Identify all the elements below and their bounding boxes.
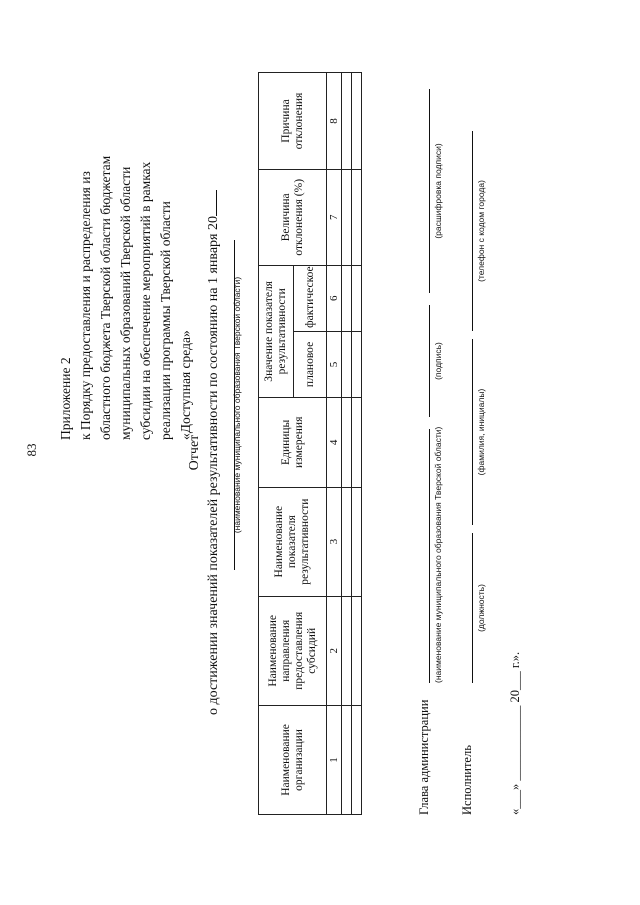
header-direction: Наименование направления предоставления субсидий (259, 596, 327, 705)
table-cell (342, 331, 352, 397)
header-indicator: Наименование показателя результативности (259, 487, 327, 596)
header-deviation: Величина отклонения (%) (259, 169, 327, 265)
table-cell (352, 398, 362, 488)
table-cell (342, 596, 352, 705)
head-signature-caption: (подпись) (433, 342, 443, 380)
annex-block (56, 20, 196, 440)
table-cell (342, 73, 352, 170)
head-decoding-caption: (расшифровка подписи) (433, 143, 443, 239)
executor-phone-caption: (телефон с кодом города) (476, 180, 486, 282)
header-value-group: Значение показателя результативности (259, 265, 294, 397)
table-cell (352, 73, 362, 170)
executor-label: Исполнитель (460, 745, 474, 815)
table-cell (342, 487, 352, 596)
table-cell (352, 169, 362, 265)
header-unit: Единицы измерения (259, 398, 327, 488)
column-number: 3 (327, 487, 342, 596)
column-number: 2 (327, 596, 342, 705)
header-org: Наименование организации (259, 705, 327, 814)
executor-position-caption: (должность) (476, 584, 486, 632)
column-number: 7 (327, 169, 342, 265)
table-row (342, 73, 352, 815)
annex-line: муниципальных образований Тверской области (118, 166, 133, 440)
report-title: Отчет (187, 434, 202, 471)
annex-line: областного бюджета Тверской области бюджетам (98, 155, 113, 440)
head-municipality-line (421, 429, 430, 683)
executor-name-caption: (фамилия, инициалы) (476, 388, 486, 476)
header-actual: фактическое (294, 265, 327, 331)
table-cell (352, 331, 362, 397)
table-cell (342, 169, 352, 265)
annex-line: «Доступная среда» (178, 330, 193, 440)
column-number: 8 (327, 73, 342, 170)
table-cell (352, 705, 362, 814)
header-reason: Причина отклонения (259, 73, 327, 170)
executor-phone-line (464, 131, 473, 331)
column-number: 6 (327, 265, 342, 331)
annex-line: субсидии на обеспечение мероприятий в рамках (138, 161, 153, 440)
column-number: 1 (327, 705, 342, 814)
table-cell (342, 398, 352, 488)
table-cell (342, 705, 352, 814)
municipality-caption: (наименование муниципального образования Тверской области) (232, 276, 242, 534)
report-subtitle: о достижении значений показателей результативности по состоянию на 1 января 20 (206, 216, 221, 715)
table-cell (352, 265, 362, 331)
year-blank (203, 190, 217, 216)
header-planned: плановое (294, 331, 327, 397)
executor-name-line (464, 339, 473, 525)
head-municipality-caption: (наименование муниципального образования Тверской области) (433, 426, 443, 683)
table-cell (342, 265, 352, 331)
executor-position-line (464, 533, 473, 683)
head-decoding-line (421, 89, 430, 293)
results-table (258, 72, 362, 815)
annex-line: Приложение 2 (58, 357, 73, 440)
table-cell (352, 487, 362, 596)
head-label: Глава администрации (417, 699, 431, 815)
report-heading (186, 0, 222, 905)
annex-line: к Порядку предоставления и распределения из (78, 171, 93, 440)
table-cell (352, 596, 362, 705)
column-number: 4 (327, 398, 342, 488)
head-signature-line (421, 305, 430, 417)
column-number: 5 (327, 331, 342, 397)
table-row (352, 73, 362, 815)
page-number: 83 (24, 443, 39, 457)
date-line: «___» ____________ 20___ г.». (508, 651, 522, 815)
annex-line: реализации программы Тверской области (158, 201, 173, 440)
